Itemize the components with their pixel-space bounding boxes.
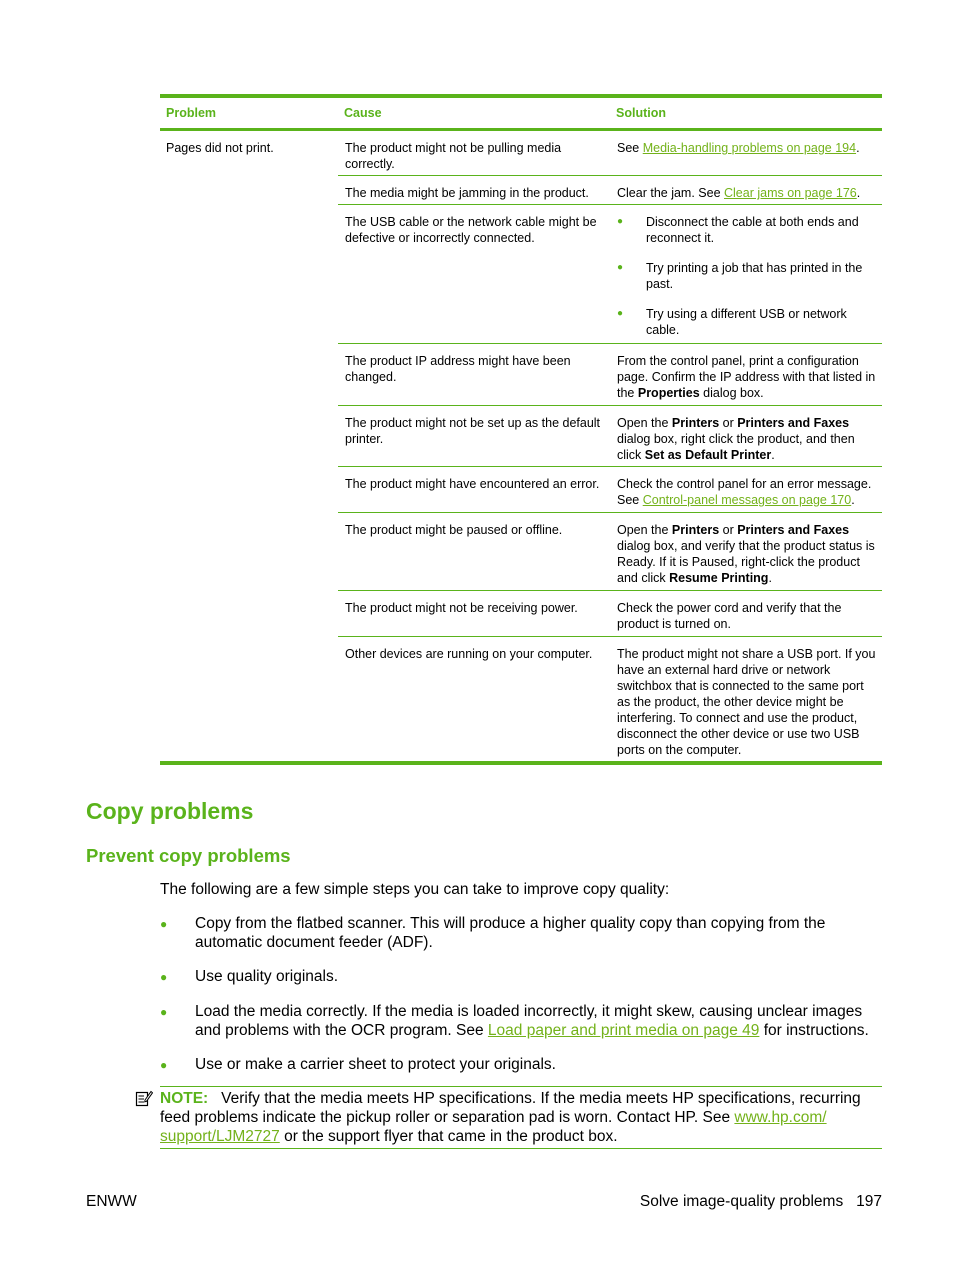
note-label: NOTE: [160, 1090, 209, 1107]
note-box: NOTE: Verify that the media meets HP specifications. If the media meets HP specifications, recurring feed problems indicate the pickup roller or separation pad is worn. Contact HP. See www.hp.com/ support/LJM2727 or the support flyer that came in the product box. [160, 1086, 882, 1149]
solution-cell: See Media-handling problems on page 194. [617, 141, 860, 155]
header-cause: Cause [344, 106, 382, 120]
cause-cell: The product might have encountered an error. [345, 477, 600, 491]
footer-section: Solve image-quality problems 197 [639, 1193, 882, 1210]
list-item: ● Use or make a carrier sheet to protect your originals. [160, 1056, 556, 1073]
solution-cell: Clear the jam. See Clear jams on page 176. [617, 186, 861, 200]
cause-cell: The media might be jamming in the product. [345, 186, 589, 200]
cause-cell: The product might not be receiving power. [345, 601, 578, 615]
load-paper-link[interactable]: Load paper and print media on page 49 [487, 1022, 760, 1039]
subsection-title: Prevent copy problems [86, 845, 291, 866]
intro-paragraph: The following are a few simple steps you can take to improve copy quality: [160, 881, 670, 898]
list-item: ● Copy from the flatbed scanner. This will produce a higher quality copy than copying from the automatic document feeder (ADF). [160, 915, 826, 951]
table-row [338, 406, 882, 467]
table-bottom-rule [160, 761, 882, 765]
list-item: ● Use quality originals. [160, 968, 339, 985]
media-handling-link[interactable]: Media-handling problems on page 194 [642, 141, 857, 155]
header-solution: Solution [616, 106, 666, 120]
cause-cell: The product might not be pulling media correctly. [345, 141, 562, 171]
cause-cell: The product might be paused or offline. [345, 523, 563, 537]
bullet-dot-icon: ● [160, 1005, 168, 1019]
solution-cell: Open the Printers or Printers and Faxes dialog box, right click the product, and then click Set as Default Printer. [617, 416, 855, 462]
problem-cell: Pages did not print. [166, 141, 274, 155]
list-item: ● Try using a different USB or network cable. [617, 307, 847, 337]
bullet-dot-icon: ● [160, 970, 168, 984]
table-row [338, 131, 882, 176]
solution-cell: Check the power cord and verify that the product is turned on. [617, 601, 842, 631]
page-number: 197 [856, 1193, 882, 1210]
hp-support-link[interactable]: www.hp.com/ support/LJM2727 [160, 1109, 827, 1145]
solution-cell [610, 205, 882, 343]
list-item: ● Try printing a job that has printed in the past. [617, 261, 863, 291]
bullet-dot-icon: ● [160, 1058, 168, 1072]
footer-label: ENWW [86, 1193, 137, 1210]
bullet-dot-icon: ● [160, 917, 168, 931]
table-body [160, 131, 882, 763]
cause-cell: The product IP address might have been changed. [345, 354, 571, 384]
solution-cell: The product might not share a USB port. If you have an external hard drive or network switchbox that is connected to the same port as the product, the other device might be interfering. To connect and use the product, disconnect the other device or use two USB ports on the computer. [617, 647, 876, 757]
solution-cell: From the control panel, print a configuration page. Confirm the IP address with that listed in the Properties dialog box. [617, 354, 876, 400]
table-row [338, 467, 882, 513]
solution-cell: Open the Printers or Printers and Faxes dialog box, and verify that the product status is Ready. If it is Paused, right-click the product and click Resume Printing. [617, 523, 875, 585]
control-panel-messages-link[interactable]: Control-panel messages on page 170 [642, 493, 852, 507]
list-item: ● Load the media correctly. If the media is loaded incorrectly, it might skew, causing unclear images and problems with the OCR program. See Load paper and print media on page 49 for instructions. [160, 1003, 869, 1039]
bullet-dot-icon: ● [617, 216, 624, 227]
list-item: ● Disconnect the cable at both ends and reconnect it. [617, 215, 859, 245]
table-row [338, 637, 882, 763]
table-row [338, 205, 882, 344]
clear-jams-link[interactable]: Clear jams on page 176 [724, 186, 857, 200]
note-pencil-icon [135, 1089, 153, 1107]
troubleshooting-table [160, 94, 882, 763]
cause-cell: Other devices are running on your computer. [345, 647, 593, 661]
solution-cell: Check the control panel for an error message. See Control-panel messages on page 170. [617, 477, 872, 507]
tips-list [160, 914, 884, 1090]
header-problem: Problem [166, 106, 217, 120]
cause-cell: The USB cable or the network cable might be defective or incorrectly connected. [345, 215, 597, 245]
section-title: Copy problems [86, 798, 254, 824]
bullet-dot-icon: ● [617, 308, 624, 319]
table-header [160, 98, 882, 131]
table-row [338, 176, 882, 205]
bullet-dot-icon: ● [617, 262, 624, 273]
table-row [338, 591, 882, 637]
table-row [338, 344, 882, 406]
cause-solution-rows [338, 131, 882, 763]
table-row [338, 513, 882, 591]
cause-cell: The product might not be set up as the default printer. [345, 416, 601, 446]
